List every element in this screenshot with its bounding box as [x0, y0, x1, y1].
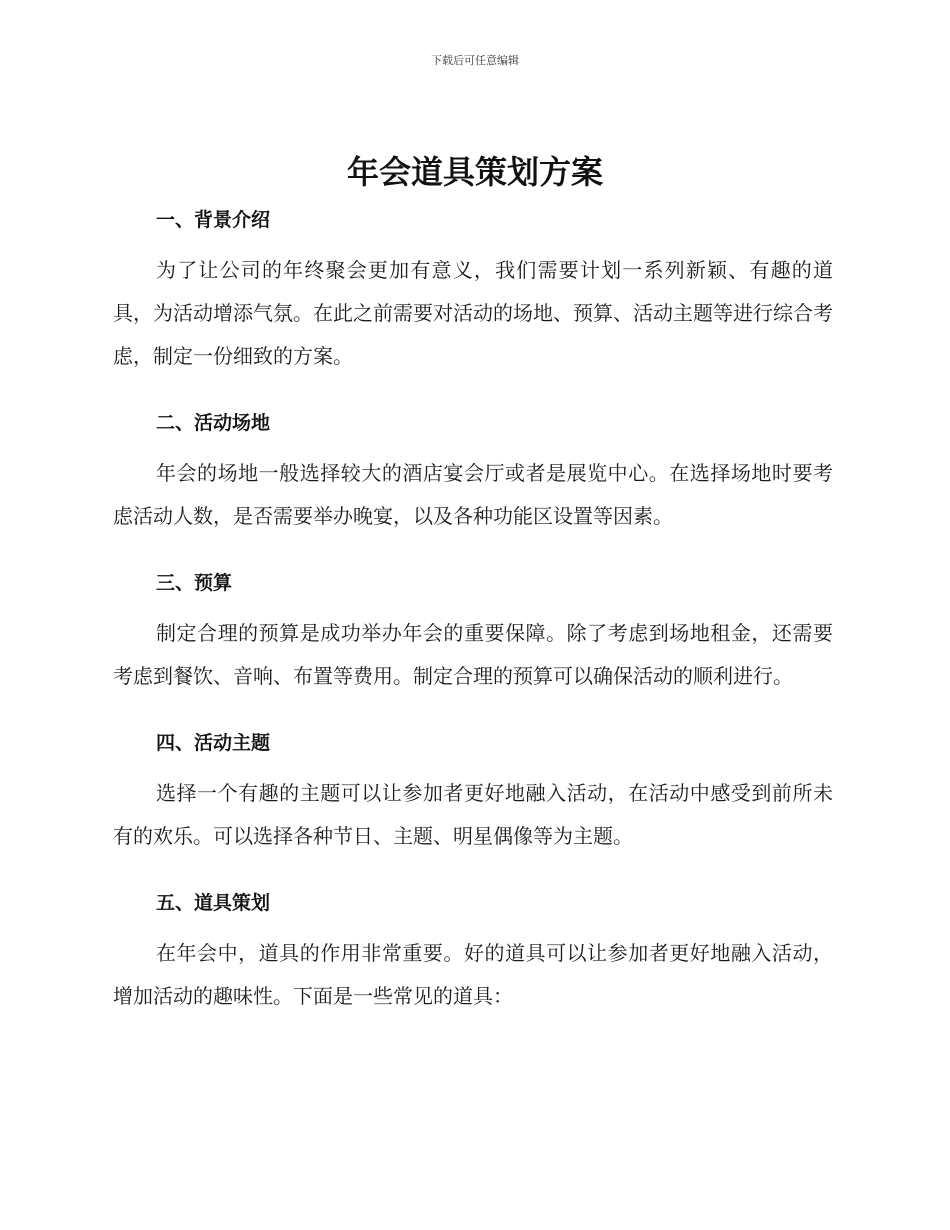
section-heading: 五、道具策划	[156, 892, 271, 914]
section-paragraph: 制定合理的预算是成功举办年会的重要保障。除了考虑到场地租金，还需要考虑到餐饮、音响、布置等费用。制定合理的预算可以确保活动的顺利进行。	[113, 621, 833, 688]
page-header-note: 下载后可任意编辑	[431, 54, 519, 67]
section-heading: 四、活动主题	[156, 732, 271, 754]
section-paragraph: 年会的场地一般选择较大的酒店宴会厅或者是展览中心。在选择场地时要考虑活动人数，是否需要举办晚宴，以及各种功能区设置等因素。	[113, 461, 833, 528]
section-heading: 二、活动场地	[156, 412, 271, 434]
section-theme	[113, 724, 833, 858]
section-heading: 三、预算	[156, 572, 233, 594]
document-body	[113, 201, 833, 1018]
section-paragraph: 为了让公司的年终聚会更加有意义，我们需要计划一系列新颖、有趣的道具，为活动增添气氛。在此之前需要对活动的场地、预算、活动主题等进行综合考虑，制定一份细致的方案。	[113, 258, 833, 368]
section-paragraph: 选择一个有趣的主题可以让参加者更好地融入活动，在活动中感受到前所未有的欢乐。可以选择各种节日、主题、明星偶像等为主题。	[113, 781, 833, 848]
section-props	[113, 884, 833, 1018]
document-title: 年会道具策划方案	[346, 153, 603, 191]
section-paragraph: 在年会中，道具的作用非常重要。好的道具可以让参加者更好地融入活动，增加活动的趣味性。下面是一些常见的道具：	[113, 941, 833, 1008]
section-heading: 一、背景介绍	[156, 209, 271, 231]
section-budget	[113, 564, 833, 698]
section-background	[113, 201, 833, 378]
section-venue	[113, 404, 833, 538]
